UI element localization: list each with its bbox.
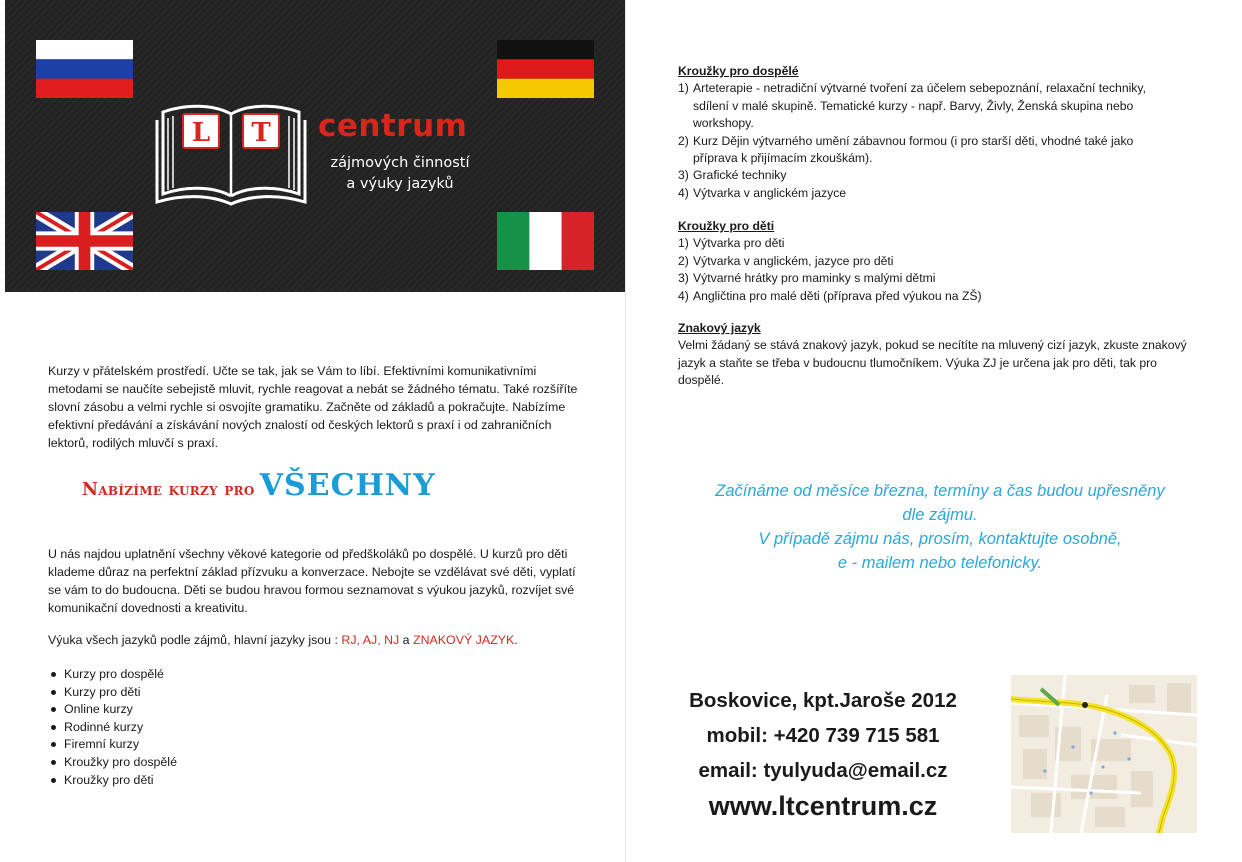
announcement-line: V případě zájmu nás, prosím, kontaktujte osobně, (758, 530, 1122, 548)
mobile-phone: mobil: +420 739 715 581 (706, 724, 940, 747)
russia-flag (36, 40, 133, 98)
contact-block (672, 683, 974, 824)
page-fold (625, 0, 626, 862)
item-text: Výtvarka v anglickém, jazyce pro děti (693, 253, 894, 268)
kids-clubs-section (678, 218, 1178, 305)
adults-clubs-title: Kroužky pro dospělé (678, 64, 799, 78)
brand-subtitle (305, 153, 495, 195)
brand-subtitle-line: zájmových činností (330, 155, 470, 171)
item-text: Výtvarné hrátky pro maminky s malými dětmi (693, 271, 936, 286)
adults-clubs-section (678, 63, 1178, 202)
item-number: 2) (678, 133, 689, 148)
list-item (678, 253, 1178, 270)
slogan-heading (82, 468, 436, 503)
sign-language-text: Velmi žádaný se stává znakový jazyk, pokud se necítíte na mluvený cizí jazyk, zkuste znakový jazyk a staňte se třeba v budoucnu tlumočníkem. Výuka ZJ je určena jak pro děti, tak pro dospělé. (678, 338, 1187, 388)
list-item (678, 133, 1178, 168)
item-text: Angličtina pro malé děti (příprava před výukou na ZŠ) (693, 288, 982, 303)
course-item: Online kurzy (48, 701, 177, 719)
languages-prefix: Výuka všech jazyků podle zájmů, hlavní jazyky jsou : (48, 633, 342, 647)
germany-flag (497, 40, 594, 98)
slogan-part1: Nabízíme kurzy pro (82, 480, 255, 500)
list-item (678, 185, 1178, 202)
logo-letter-t: T (251, 118, 271, 148)
logo-banner (5, 0, 625, 292)
kids-clubs-list (678, 235, 1178, 305)
item-number: 4) (678, 185, 689, 200)
course-item: Kurzy pro děti (48, 684, 177, 702)
course-item: Kroužky pro dospělé (48, 754, 177, 772)
intro-paragraph: Kurzy v přátelském prostředí. Učte se tak, jak se Vám to líbí. Efektivními komunikativními metodami se naučíte sebejistě mluvit, rychle reagovat a nebát se žádného tématu. Také rozšíříte slovní zásobu a velmi rychle si osvojíte gramatiku. Začněte od základů a pokračujte. Nabízíme efektivní předávání a získávání nových znalostí od českých lektorů s praxí i od zahraničních lektorů, rodilých mluvčí s praxí. (48, 364, 578, 450)
brand-name: centrum (318, 108, 468, 144)
brand-subtitle-line: a výuky jazyků (346, 176, 454, 192)
item-text: Výtvarka v anglickém jazyce (693, 185, 847, 200)
course-item: Firemní kurzy (48, 736, 177, 754)
languages-main: RJ, AJ, NJ (341, 633, 400, 647)
languages-end: . (514, 633, 518, 647)
slogan-part2: VŠECHNY (259, 468, 436, 503)
kids-clubs-title: Kroužky pro děti (678, 219, 775, 233)
course-item: Kurzy pro dospělé (48, 666, 177, 684)
item-number: 1) (678, 236, 689, 251)
announcement-line: e - mailem nebo telefonicky. (837, 554, 1043, 572)
announcement-line: dle zájmu. (902, 506, 978, 524)
course-list (48, 666, 177, 789)
course-item: Rodinné kurzy (48, 719, 177, 737)
item-text: Arteterapie - netradiční výtvarné tvoření za účelem sebepoznání, relaxační techniky, sdílení v malé skupině. Tematické kurzy - např. Barvy, Živly, Ženská skupina nebo workshopy. (693, 81, 1146, 131)
sign-language-section (678, 320, 1203, 390)
course-item: Kroužky pro děti (48, 772, 177, 790)
languages-sign: ZNAKOVÝ JAZYK (413, 633, 515, 647)
list-item (678, 167, 1178, 184)
list-item (678, 288, 1178, 305)
announcement-line: Začínáme od měsíce března, termíny a čas budou upřesněny (715, 482, 1165, 500)
item-text: Grafické techniky (693, 168, 787, 183)
logo-letter-l: L (191, 118, 211, 148)
email-address: email: tyulyuda@email.cz (698, 759, 948, 782)
italy-flag (497, 212, 594, 270)
announcement (680, 479, 1200, 575)
address: Boskovice, kpt.Jaroše 2012 (689, 689, 957, 712)
item-text: Výtvarka pro děti (693, 236, 785, 251)
age-groups-paragraph: U nás najdou uplatnění všechny věkové kategorie od předškoláků po dospělé. U kurzů pro děti klademe důraz na perfektní základ přízvuku a konverzace. Nebojte se vzdělávat své děti, vyplatí se vám to do budoucna. Děti se budou hravou formou seznamovat s výukou jazyků, rozvíjet své komunikační dovednosti a kreativitu. (48, 547, 576, 615)
sign-language-title: Znakový jazyk (678, 321, 761, 335)
uk-flag (36, 212, 133, 270)
open-book-logo (155, 100, 307, 206)
adults-clubs-list (678, 80, 1178, 202)
languages-line (48, 631, 608, 649)
list-item (678, 80, 1178, 132)
item-number: 3) (678, 271, 689, 286)
list-item (678, 270, 1178, 287)
item-text: Kurz Dějin výtvarného umění zábavnou formou (i pro starší děti, vhodné také jako příprava k přijímacím zkouškám). (693, 133, 1134, 166)
website-link[interactable]: www.ltcentrum.cz (708, 791, 938, 821)
item-number: 1) (678, 81, 689, 96)
item-number: 3) (678, 168, 689, 183)
item-number: 4) (678, 288, 689, 303)
item-number: 2) (678, 253, 689, 268)
languages-and: a (399, 633, 414, 647)
location-map (1011, 675, 1197, 833)
list-item (678, 235, 1178, 252)
